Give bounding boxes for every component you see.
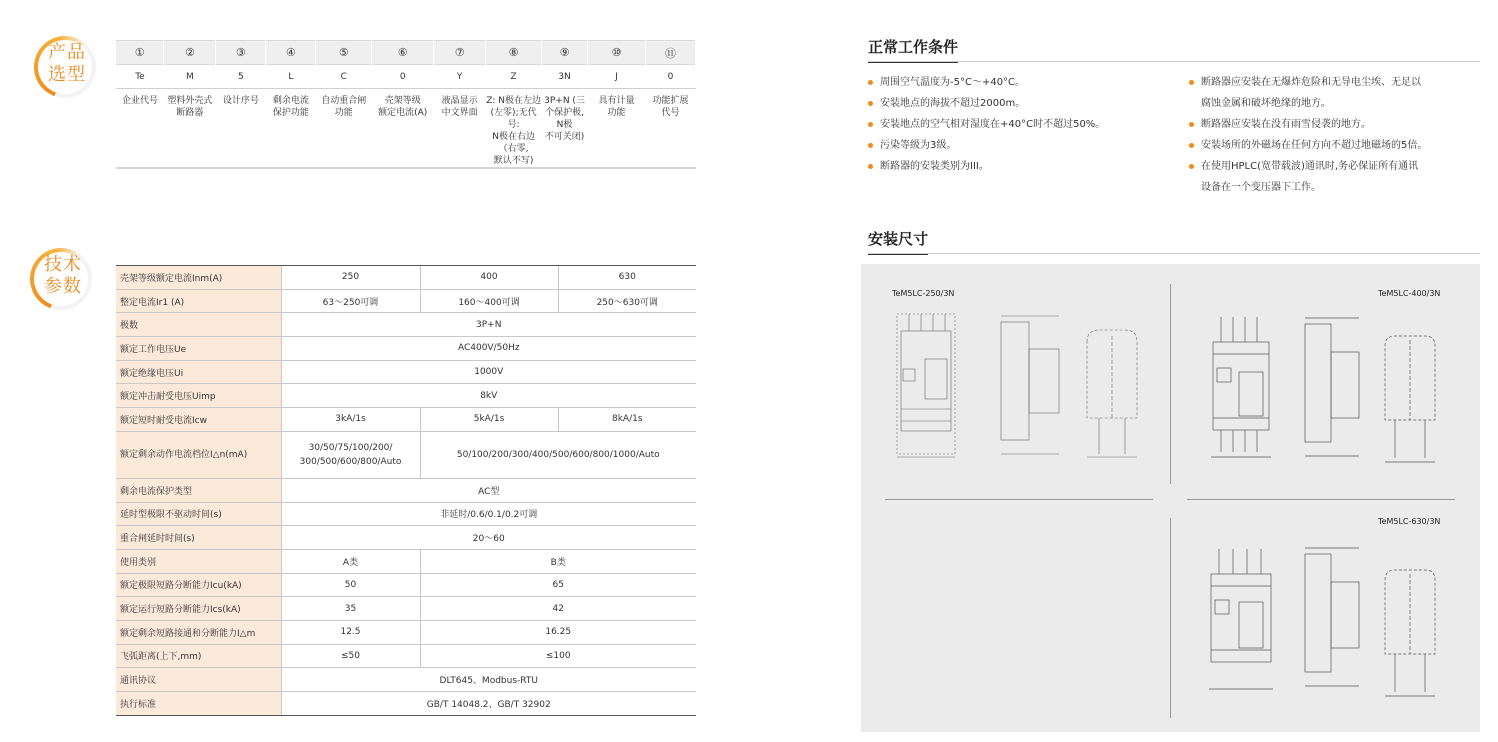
tech-row-value: B类	[420, 549, 696, 573]
selection-desc-line: (左零);无代号:	[490, 108, 537, 130]
tech-row-label: 重合闸延时时间(s)	[116, 526, 281, 550]
tech-row-value: A类	[281, 549, 420, 573]
model-label-400: TeM5LC-400/3N	[1378, 289, 1441, 298]
conditions-list-right	[1189, 72, 1427, 198]
badge-line: 参数	[44, 276, 82, 297]
selection-desc	[486, 89, 542, 169]
selection-desc	[645, 89, 695, 169]
tech-row	[116, 266, 696, 290]
condition-item: 安装地点的空气相对湿度在+40°C时不超过50%。	[868, 114, 1105, 135]
tech-row	[116, 549, 696, 573]
selection-index: ⑤	[316, 41, 372, 65]
tech-row	[116, 502, 696, 526]
selection-desc-line: N极在右边	[492, 132, 535, 142]
tech-row-value: 35	[281, 597, 420, 621]
tech-row	[116, 573, 696, 597]
section-title-install	[868, 228, 928, 249]
selection-desc-line: Z: N极在左边	[486, 96, 541, 106]
drawing-250-side	[991, 314, 1071, 459]
tech-row-label: 延时型极限不驱动时间(s)	[116, 502, 281, 526]
selection-desc	[216, 89, 266, 169]
tech-row	[116, 526, 696, 550]
tech-row-label: 额定剩余动作电流档位I△n(mA)	[116, 431, 281, 478]
tech-row-value: 1000V	[281, 360, 696, 384]
tech-row	[116, 408, 696, 432]
condition-item: 在使用HPLC(宽带载波)通讯时,务必保证所有通讯	[1189, 156, 1427, 177]
selection-desc-line: 液晶显示	[441, 96, 478, 106]
selection-code: Z	[486, 65, 542, 89]
separator	[1187, 499, 1455, 500]
selection-index: ⑧	[486, 41, 542, 65]
tech-row	[116, 337, 696, 361]
condition-item: 安装场所的外磁场在任何方向不超过地磁场的5倍。	[1189, 135, 1427, 156]
selection-desc-line: N极	[556, 120, 573, 130]
section-badge-tech	[30, 248, 92, 310]
selection-desc	[372, 89, 434, 169]
selection-desc	[542, 89, 588, 169]
divider	[868, 253, 1480, 254]
selection-index: ④	[266, 41, 316, 65]
tech-row-label: 壳架等级额定电流Inm(A)	[116, 266, 281, 290]
separator	[1170, 518, 1171, 718]
drawing-630-side	[1297, 546, 1369, 691]
tech-row-value: 160～400可调	[420, 289, 558, 313]
tech-row	[116, 313, 696, 337]
drawing-630-front	[1201, 544, 1285, 694]
selection-desc	[434, 89, 486, 169]
model-label-630: TeM5LC-630/3N	[1378, 517, 1441, 526]
tech-row	[116, 668, 696, 692]
selection-desc-line: 具有计量	[598, 96, 635, 106]
selection-code: 0	[645, 65, 695, 89]
selection-code: 0	[372, 65, 434, 89]
condition-item: 污染等级为3级。	[868, 135, 1105, 156]
tech-row-label: 通讯协议	[116, 668, 281, 692]
selection-desc-line: 不可关闭)	[544, 132, 585, 142]
selection-desc-line: 功能	[607, 108, 626, 118]
selection-desc-line: 中文界面	[441, 108, 478, 118]
selection-index: ⑪	[645, 41, 695, 65]
condition-item: 安装地点的海拔不超过2000m。	[868, 93, 1105, 114]
selection-desc	[316, 89, 372, 169]
tech-row	[116, 384, 696, 408]
install-title: 安装尺寸	[868, 230, 929, 248]
tech-row-label: 使用类别	[116, 549, 281, 573]
tech-row-value: 50/100/200/300/400/500/600/800/1000/Auto	[420, 431, 696, 478]
separator	[1170, 284, 1171, 484]
tech-row-value: 250	[281, 266, 420, 290]
selection-index: ②	[164, 41, 216, 65]
selection-code: 3N	[542, 65, 588, 89]
badge-line: 产品	[48, 42, 86, 63]
tech-row-value: 250～630可调	[558, 289, 696, 313]
drawing-250-mount	[1079, 322, 1149, 462]
tech-row-value: 16.25	[420, 620, 696, 644]
conditions-title: 正常工作条件	[868, 38, 959, 56]
condition-item: 断路器的安装类别为III。	[868, 156, 1105, 177]
tech-row	[116, 644, 696, 668]
tech-row-label: 剩余电流保护类型	[116, 478, 281, 502]
tech-row-label: 飞弧距离(上下,mm)	[116, 644, 281, 668]
tech-row-value: 65	[420, 573, 696, 597]
tech-row-label: 额定运行短路分断能力Ics(kA)	[116, 597, 281, 621]
selection-desc	[266, 89, 316, 169]
tech-row-value: 非延时/0.6/0.1/0.2可调	[281, 502, 696, 526]
selection-desc-line: 功能扩展	[652, 96, 689, 106]
selection-desc-line: 设计序号	[222, 96, 259, 106]
tech-row-label: 额定工作电压Ue	[116, 337, 281, 361]
section-title-conditions	[868, 36, 958, 57]
tech-row-value: 5kA/1s	[420, 408, 558, 432]
tech-row	[116, 431, 696, 478]
selection-desc-line: 塑料外壳式	[167, 96, 213, 106]
selection-index: ①	[116, 41, 164, 65]
tech-row-value: 3kA/1s	[281, 408, 420, 432]
selection-code: J	[588, 65, 646, 89]
condition-item: 设备在一个变压器下工作。	[1201, 182, 1321, 193]
separator	[885, 499, 1153, 500]
tech-row	[116, 692, 696, 716]
tech-row-value: AC型	[281, 478, 696, 502]
selection-desc-line: 自动重合闸	[321, 96, 367, 106]
tech-row-label: 额定剩余短路接通和分断能力I△m	[116, 620, 281, 644]
tech-value-line: 300/500/600/800/Auto	[299, 456, 402, 467]
drawing-400-mount	[1377, 330, 1447, 470]
selection-desc	[164, 89, 216, 169]
tech-row-value: AC400V/50Hz	[281, 337, 696, 361]
selection-desc-line: 壳架等级	[384, 96, 421, 106]
tech-row	[116, 478, 696, 502]
tech-row-value: 20～60	[281, 526, 696, 550]
tech-row-label: 额定冲击耐受电压Uimp	[116, 384, 281, 408]
selection-code: M	[164, 65, 216, 89]
selection-code: Y	[434, 65, 486, 89]
tech-row-value: DLT645、Modbus-RTU	[281, 668, 696, 692]
condition-item: 周围空气温度为-5°C～+40°C。	[868, 72, 1105, 93]
drawing-400-front	[1203, 312, 1283, 462]
selection-desc-line: 企业代号	[121, 96, 158, 106]
tech-row-value: 63～250可调	[281, 289, 420, 313]
selection-desc	[588, 89, 646, 169]
selection-index: ⑩	[588, 41, 646, 65]
selection-desc-line: 保护功能	[272, 108, 309, 118]
tech-row-value: 50	[281, 573, 420, 597]
selection-desc-line: 3P+N (三	[544, 96, 585, 106]
condition-item: 断路器应安装在无爆炸危险和无导电尘埃、无足以	[1189, 72, 1427, 93]
tech-row-value: 8kA/1s	[558, 408, 696, 432]
selection-desc	[116, 89, 164, 169]
tech-row-value: 630	[558, 266, 696, 290]
divider	[868, 61, 1480, 62]
tech-row-label: 执行标准	[116, 692, 281, 716]
selection-index: ⑥	[372, 41, 434, 65]
tech-row	[116, 360, 696, 384]
selection-desc-line: 默认不写)	[493, 156, 534, 166]
selection-index: ③	[216, 41, 266, 65]
condition-item: 断路器应安装在没有雨雪侵袭的地方。	[1189, 114, 1427, 135]
tech-row-label: 整定电流Ir1 (A)	[116, 289, 281, 313]
selection-code: Te	[116, 65, 164, 89]
tech-row-value: 400	[420, 266, 558, 290]
tech-row-value: ≤100	[420, 644, 696, 668]
tech-row-label: 额定极限短路分断能力Icu(kA)	[116, 573, 281, 597]
drawing-250-front	[889, 309, 969, 459]
tech-row-label: 额定绝缘电压Ui	[116, 360, 281, 384]
selection-desc-line: 功能	[334, 108, 353, 118]
tech-row	[116, 620, 696, 644]
model-label-250: TeM5LC-250/3N	[892, 289, 955, 298]
tech-row-value: 42	[420, 597, 696, 621]
selection-desc-line: （右零,	[498, 144, 529, 154]
tech-row	[116, 597, 696, 621]
tech-row-value: 12.5	[281, 620, 420, 644]
selection-index: ⑨	[542, 41, 588, 65]
tech-row-value: 3P+N	[281, 313, 696, 337]
selection-desc-line: 代号	[661, 108, 680, 118]
selection-desc-line: 剩余电流	[272, 96, 309, 106]
tech-row	[116, 289, 696, 313]
condition-item: 腐蚀金属和破坏绝缘的地方。	[1201, 98, 1331, 109]
tech-row-label: 额定短时耐受电流Icw	[116, 408, 281, 432]
tech-params-table	[116, 265, 696, 716]
badge-line: 技术	[44, 254, 82, 275]
tech-row-value: ≤50	[281, 644, 420, 668]
section-badge-selection	[34, 36, 96, 98]
tech-row-label: 极数	[116, 313, 281, 337]
selection-desc-line: 断路器	[176, 108, 204, 118]
selection-code: L	[266, 65, 316, 89]
install-drawings-panel	[861, 264, 1480, 732]
selection-index: ⑦	[434, 41, 486, 65]
drawing-630-mount	[1377, 564, 1447, 704]
conditions-list-left	[868, 72, 1105, 177]
tech-value-line: 30/50/75/100/200/	[308, 442, 393, 453]
selection-table	[116, 40, 696, 169]
badge-line: 选型	[48, 64, 86, 85]
tech-row-value: GB/T 14048.2、GB/T 32902	[281, 692, 696, 716]
drawing-400-side	[1297, 316, 1369, 461]
tech-row-value	[281, 431, 420, 478]
selection-desc-line: 额定电流(A)	[378, 108, 428, 118]
tech-row-value: 8kV	[281, 384, 696, 408]
selection-code: 5	[216, 65, 266, 89]
selection-desc-line: 个保护极,	[545, 108, 584, 118]
selection-code: C	[316, 65, 372, 89]
